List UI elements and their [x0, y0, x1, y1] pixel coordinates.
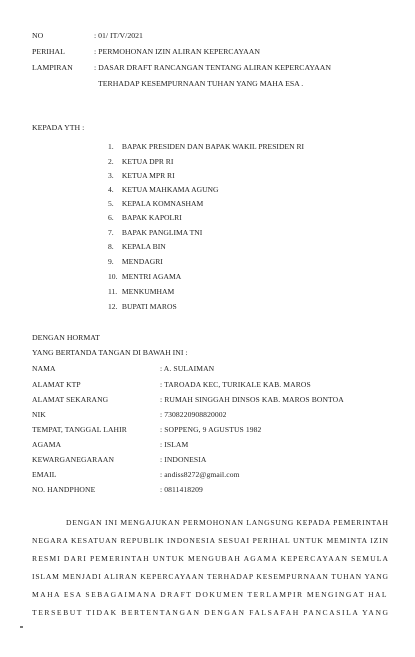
identity-label: KEWARGANEGARAAN [32, 455, 115, 464]
recipient-number: 1. [108, 142, 114, 151]
identity-label: ALAMAT SEKARANG [32, 395, 109, 404]
identity-value: : RUMAH SINGGAH DINSOS KAB. MAROS BONTOA [160, 395, 344, 404]
recipient-text: KETUA MAHKAMA AGUNG [121, 185, 219, 194]
recipient-number: 4. [108, 185, 114, 194]
identity-value: : 7308220908820002 [160, 410, 227, 419]
body-line: TERSEBUT TIDAK BERTENTANGAN DENGAN FALSAFAH PANCASILA YANG [32, 608, 390, 617]
identity-label: NAMA [32, 364, 56, 373]
identity-value: : A. SULAIMAN [160, 364, 215, 373]
recipient-text: BAPAK PRESIDEN DAN BAPAK WAKIL PRESIDEN RI [121, 142, 305, 151]
body-line: MAHA ESA SEBAGAIMANA DRAFT DOKUMEN TERLAMPIR MENGINGAT HAL [32, 590, 388, 599]
intro-text: YANG BERTANDA TANGAN DI BAWAH INI : [32, 348, 188, 357]
identity-value: : INDONESIA [160, 455, 207, 464]
identity-value: : SOPPENG, 9 AGUSTUS 1982 [160, 425, 262, 434]
body-line: RESMI DARI PEMERINTAH UNTUK MENGUBAH AGAMA KEPERCAYAAN SEMULA [32, 554, 390, 563]
no-value: : 01/ IT/V/2021 [94, 31, 143, 40]
recipient-text: MENKUMHAM [121, 287, 175, 296]
body-line: NEGARA KESATUAN REPUBLIK INDONESIA SESUAI PERIHAL UNTUK MEMINTA IZIN [32, 536, 389, 545]
recipient-number: 5. [108, 199, 114, 208]
recipient-text: KETUA DPR RI [121, 157, 174, 166]
recipient-text: KEPALA BIN [121, 242, 166, 251]
recipient-number: 8. [108, 242, 114, 251]
recipient-text: KETUA MPR RI [121, 171, 175, 180]
recipient-item [108, 157, 173, 166]
identity-label: ALAMAT KTP [32, 380, 81, 389]
recipient-number: 2. [108, 157, 114, 166]
recipient-item [108, 142, 304, 151]
recipient-item [108, 213, 182, 222]
recipient-number: 11. [108, 287, 118, 296]
recipient-text: MENTRI AGAMA [121, 272, 182, 281]
greeting: DENGAN HORMAT [32, 333, 100, 342]
recipient-item [108, 302, 177, 311]
recipient-text: BAPAK PANGLIMA TNI [121, 228, 203, 237]
recipient-text: MENDAGRI [121, 257, 163, 266]
recipient-item [108, 228, 202, 237]
recipient-item [108, 185, 219, 194]
recipient-number: 7. [108, 228, 114, 237]
recipient-number: 9. [108, 257, 114, 266]
identity-label: AGAMA [32, 440, 62, 449]
identity-label: NIK [32, 410, 46, 419]
identity-value: : 0811418209 [160, 485, 203, 494]
body-line: DENGAN INI MENGAJUKAN PERMOHONAN LANGSUNG KEPADA PEMERINTAH [66, 518, 389, 527]
perihal-label: PERIHAL [32, 47, 65, 56]
recipient-number: 12. [108, 302, 118, 311]
recipient-item [108, 287, 174, 296]
recipient-item [108, 242, 166, 251]
recipient-item [108, 171, 175, 180]
body-line: ISLAM MENJADI ALIRAN KEPERCAYAAN TERHADAP KESEMPURNAAN TUHAN YANG [32, 572, 389, 581]
identity-label: TEMPAT, TANGGAL LAHIR [32, 425, 127, 434]
recipient-number: 10. [108, 272, 118, 281]
no-label: NO [32, 31, 44, 40]
lampiran-value-line2: TERHADAP KESEMPURNAAN TUHAN YANG MAHA ESA . [98, 79, 304, 88]
scan-speck [20, 626, 23, 628]
recipient-number: 3. [108, 171, 114, 180]
lampiran-label: LAMPIRAN [32, 63, 73, 72]
lampiran-value-line1: : DASAR DRAFT RANCANGAN TENTANG ALIRAN KEPERCAYAAN [94, 63, 332, 72]
identity-label: EMAIL [32, 470, 57, 479]
recipient-text: BUPATI MAROS [121, 302, 177, 311]
recipient-item [108, 257, 163, 266]
identity-value: : ISLAM [160, 440, 189, 449]
recipient-item [108, 272, 181, 281]
recipient-text: BAPAK KAPOLRI [121, 213, 182, 222]
recipient-item [108, 199, 203, 208]
identity-value: : andiss8272@gmail.com [160, 470, 240, 479]
perihal-value: : PERMOHONAN IZIN ALIRAN KEPERCAYAAN [94, 47, 261, 56]
recipient-number: 6. [108, 213, 114, 222]
identity-label: NO. HANDPHONE [32, 485, 96, 494]
recipient-text: KEPALA KOMNASHAM [121, 199, 204, 208]
identity-value: : TAROADA KEC, TURIKALE KAB. MAROS [160, 380, 311, 389]
kepada-label: KEPADA YTH : [32, 123, 85, 132]
